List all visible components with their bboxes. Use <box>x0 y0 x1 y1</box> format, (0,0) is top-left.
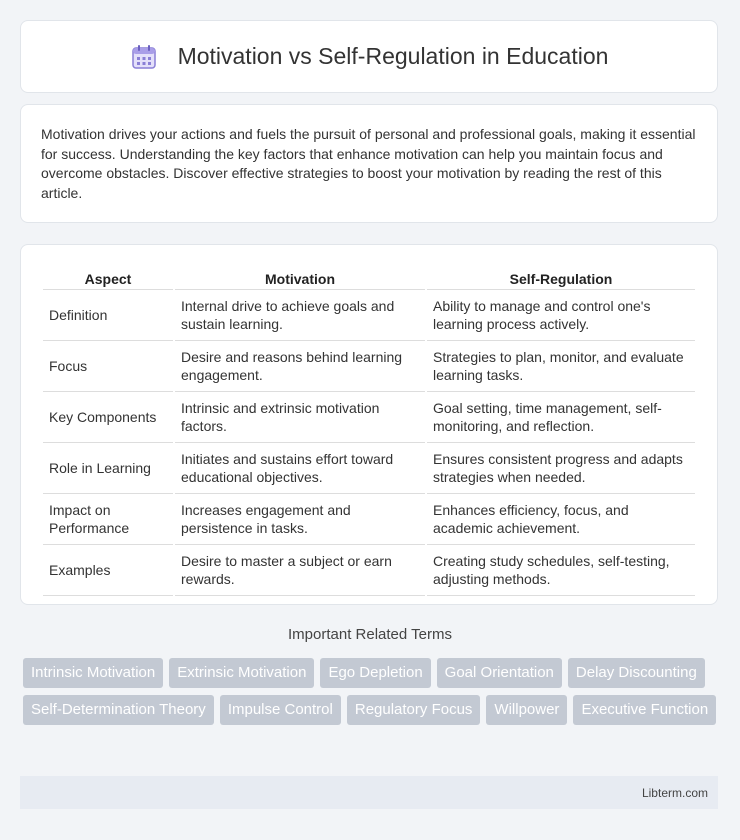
table-row <box>43 494 695 545</box>
cell-aspect: Definition <box>43 290 173 341</box>
cell-aspect: Focus <box>43 341 173 392</box>
cell-motivation: Initiates and sustains effort toward educational objectives. <box>175 443 425 494</box>
cell-aspect: Role in Learning <box>43 443 173 494</box>
cell-self-regulation: Ability to manage and control one's learning process actively. <box>427 290 695 341</box>
table-header-row <box>43 265 695 290</box>
table-row <box>43 545 695 596</box>
page-title: Motivation vs Self-Regulation in Education <box>177 43 609 69</box>
header-motivation: Motivation <box>175 265 425 290</box>
cell-aspect: Key Components <box>43 392 173 443</box>
cell-self-regulation: Goal setting, time management, self-monitoring, and reflection. <box>427 392 695 443</box>
footer-site-link[interactable]: Libterm.com <box>641 785 708 800</box>
calendar-icon <box>130 43 158 71</box>
header-aspect: Aspect <box>43 265 173 290</box>
intro-text: Motivation drives your actions and fuels the pursuit of personal and professional goals, making it essential for success. Understanding the key factors that enhance motivation can help you maintain focus and overcome obstacles. Discover effective strategies to boost your motivation by reading the rest of this article. <box>41 126 696 201</box>
term-tag[interactable]: Regulatory Focus <box>347 695 481 725</box>
table-row <box>43 443 695 494</box>
cell-motivation: Intrinsic and extrinsic motivation factors. <box>175 392 425 443</box>
cell-self-regulation: Strategies to plan, monitor, and evaluate learning tasks. <box>427 341 695 392</box>
cell-self-regulation: Ensures consistent progress and adapts strategies when needed. <box>427 443 695 494</box>
header-card <box>20 20 718 93</box>
footer <box>20 776 718 809</box>
term-tag[interactable]: Impulse Control <box>220 695 341 725</box>
term-tag[interactable]: Goal Orientation <box>437 658 562 688</box>
term-tag[interactable]: Extrinsic Motivation <box>169 658 314 688</box>
table-row <box>43 341 695 392</box>
term-tag[interactable]: Willpower <box>486 695 567 725</box>
term-tag[interactable]: Delay Discounting <box>568 658 705 688</box>
comparison-table-card <box>20 244 718 605</box>
cell-aspect: Impact on Performance <box>43 494 173 545</box>
cell-motivation: Increases engagement and persistence in tasks. <box>175 494 425 545</box>
cell-motivation: Desire and reasons behind learning engagement. <box>175 341 425 392</box>
cell-motivation: Internal drive to achieve goals and sustain learning. <box>175 290 425 341</box>
comparison-table <box>41 265 697 596</box>
related-terms-list <box>23 658 723 725</box>
related-terms-title: Important Related Terms <box>288 626 452 643</box>
header-self-regulation: Self-Regulation <box>427 265 695 290</box>
table-row <box>43 392 695 443</box>
cell-aspect: Examples <box>43 545 173 596</box>
cell-self-regulation: Creating study schedules, self-testing, adjusting methods. <box>427 545 695 596</box>
cell-motivation: Desire to master a subject or earn rewards. <box>175 545 425 596</box>
intro-card <box>20 104 718 223</box>
term-tag[interactable]: Ego Depletion <box>320 658 430 688</box>
term-tag[interactable]: Intrinsic Motivation <box>23 658 163 688</box>
cell-self-regulation: Enhances efficiency, focus, and academic achievement. <box>427 494 695 545</box>
term-tag[interactable]: Self-Determination Theory <box>23 695 214 725</box>
term-tag[interactable]: Executive Function <box>573 695 716 725</box>
table-row <box>43 290 695 341</box>
